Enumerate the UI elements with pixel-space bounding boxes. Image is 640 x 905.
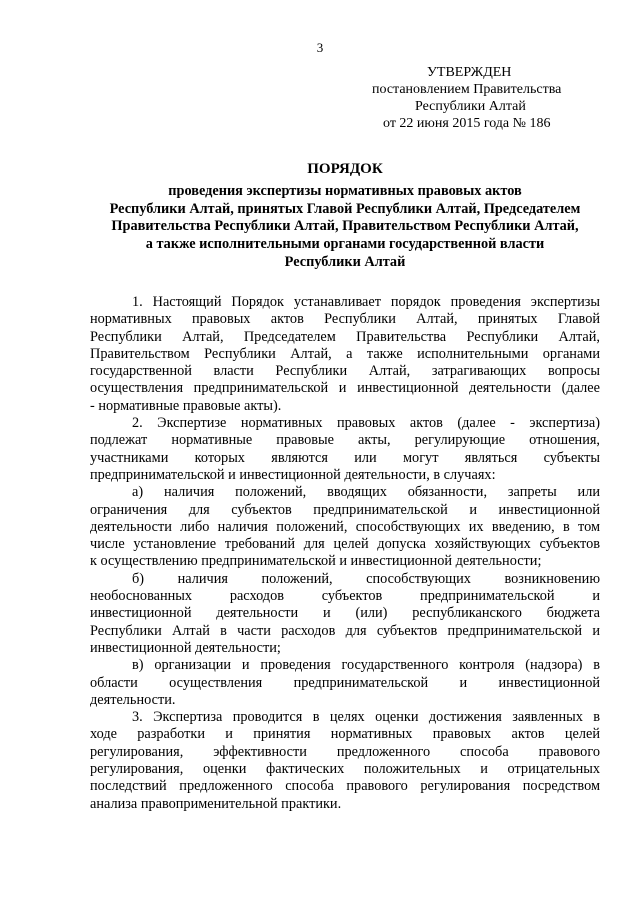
text-line: - нормативные правовые акты). — [90, 397, 282, 414]
text-line: 2. Экспертизе нормативных правовых актов (далее - экспертиза) — [132, 415, 600, 432]
text-line: 1. Настоящий Порядок устанавливает порядок проведения экспертизы — [132, 294, 600, 310]
approval-region: Республики Алтай — [415, 99, 526, 114]
title-heading: ПОРЯДОК — [307, 161, 383, 177]
text-line: инвестиционной деятельности и (или) республиканского бюджета — [90, 605, 600, 622]
text-line: Республики Алтай, Председателем Правительства Республики Алтай, — [90, 328, 600, 345]
text-line: регулирования, оценки фактических положительных и отрицательных — [90, 761, 600, 778]
approval-stamp — [372, 64, 612, 132]
title-line: Республики Алтай, принятых Главой Республики Алтай, Председателем — [109, 200, 581, 217]
text-line: участниками которых являются или могут являться субъекты — [90, 449, 600, 466]
title-line: Республики Алтай — [284, 253, 406, 270]
text-line: необоснованных расходов субъектов предпринимательской и — [90, 588, 600, 605]
text-line: к осуществлению предпринимательской и инвестиционной деятельности; — [90, 553, 542, 570]
text-line: числе установление требований для целей допуска хозяйствующих субъектов — [90, 536, 600, 553]
document-body — [90, 294, 600, 813]
text-line: в) организации и проведения государственного контроля (надзора) в — [132, 657, 600, 674]
text-line: анализа правоприменительной практики. — [90, 795, 342, 812]
text-line: государственной власти Республики Алтай, затрагивающих вопросы — [90, 363, 600, 380]
title-line: Правительства Республики Алтай, Правительством Республики Алтай, — [111, 218, 579, 235]
text-line: Правительством Республики Алтай, а также исполнительными органами — [90, 345, 600, 362]
text-line: 3. Экспертиза проводится в целях оценки достижения заявленных в — [132, 709, 600, 726]
page-number: 3 — [316, 40, 324, 55]
document-title — [90, 161, 600, 272]
title-line: а также исполнительными органами государственной власти — [145, 236, 545, 253]
text-line: предпринимательской и инвестиционной деятельности, в случаях: — [90, 466, 496, 483]
text-line: Республики Алтай в части расходов для субъектов предпринимательской и — [90, 622, 600, 639]
title-line: проведения экспертизы нормативных правовых актов — [168, 182, 522, 199]
paragraph-2 — [90, 415, 600, 484]
text-line: регулирования, эффективности предложенного способа правового — [90, 743, 600, 760]
text-line: б) наличия положений, способствующих возникновению — [132, 570, 600, 587]
text-line: инвестиционной деятельности; — [90, 639, 281, 656]
text-line: ограничения для субъектов предпринимательской и инвестиционной — [90, 501, 600, 518]
text-line: ходе разработки и принятия нормативных правовых актов целей — [90, 726, 600, 743]
subparagraph-v — [90, 657, 600, 709]
text-line: деятельности либо наличия положений, способствующих их введению, в том — [90, 518, 600, 535]
text-line: области осуществления предпринимательской и инвестиционной — [90, 674, 600, 691]
text-line: деятельности. — [90, 691, 176, 708]
text-line: осуществления предпринимательской и инвестиционной деятельности (далее — [90, 380, 600, 397]
approval-date-number: от 22 июня 2015 года № 186 — [383, 116, 551, 131]
text-line: а) наличия положений, вводящих обязанности, запреты или — [132, 484, 600, 501]
text-line: последствий предложенного способа правового регулирования посредством — [90, 778, 600, 795]
approval-decree: постановлением Правительства — [372, 82, 562, 97]
text-line: подлежат нормативные правовые акты, регулирующие отношения, — [90, 432, 600, 449]
text-line: нормативных правовых актов Республики Алтай, принятых Главой — [90, 311, 600, 328]
paragraph-1 — [90, 294, 600, 415]
approval-title: УТВЕРЖДЕН — [427, 65, 512, 80]
paragraph-3 — [90, 709, 600, 813]
subparagraph-a — [90, 484, 600, 570]
subparagraph-b — [90, 571, 600, 657]
